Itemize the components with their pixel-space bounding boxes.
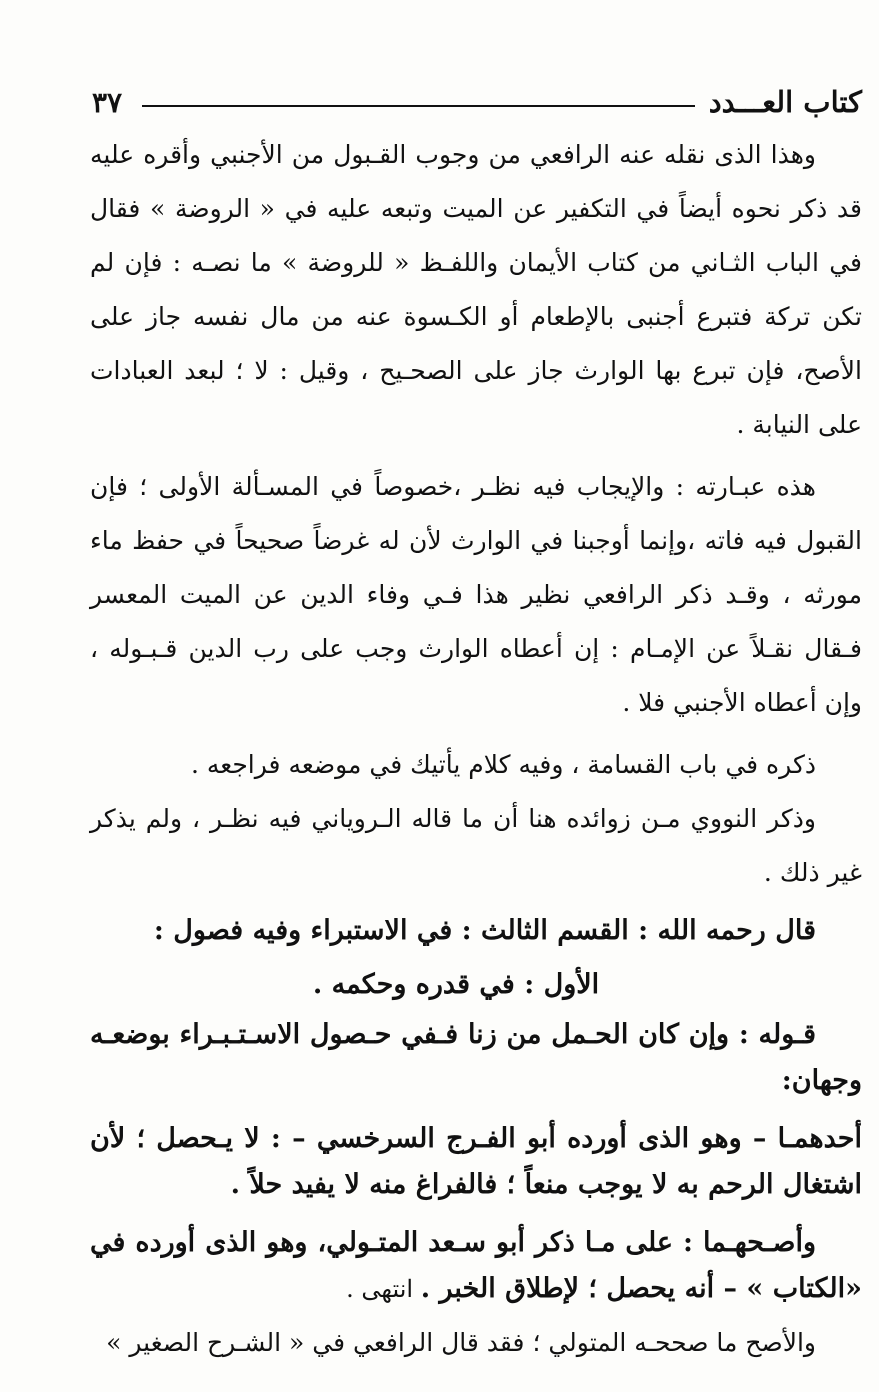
section-subheading: الأول : في قدره وحكمه . bbox=[312, 969, 600, 1000]
paragraph-4: وذكر النووي مـن زوائده هنا أن ما قاله الـروياني فيه نظـر ، ولم يذكر غير ذلك . bbox=[90, 804, 862, 887]
header-rule bbox=[142, 105, 695, 107]
paragraph-3: ذكره في باب القسامة ، وفيه كلام يأتيك في موضعه فراجعه . bbox=[191, 750, 816, 779]
running-title: كتاب العـــدد bbox=[708, 85, 862, 119]
paragraph-1: وهذا الذى نقله عنه الرافعي من وجوب القـبول من الأجنبي وأقره عليه قد ذكر نحوه أيضاً في التكفير عن الميت وتبعه عليه في « الروضة » فقال في الباب الثـاني من كتاب الأيمان واللفـظ « للروضة » ما نصـه : فإن لم تكن تركة فتبرع أجنبى بالإطعام أو الكـسوة عنه من مال نفسه جاز على الأصح، فإن تبرع بها الوارث جاز على الصحـيح ، وقيل : لا ؛ لبعد العبادات على النيابة . bbox=[90, 140, 862, 439]
page-number: ٣٧ bbox=[92, 85, 123, 119]
bold-paragraph-2: أحدهمـا – وهو الذى أورده أبو الفـرج السرخسي – : لا يـحصل ؛ لأن اشتغال الرحم به لا يوجب منعاً ؛ فالفراغ منه لا يفيد حلاً . bbox=[90, 1123, 862, 1200]
bold-paragraph-3-main: وأصـحهـما : على مـا ذكر أبو سـعد المتـولي، وهو الذى أورده في «الكتاب » – أنه يحصل ؛ لإطلاق الخبر . bbox=[90, 1227, 862, 1304]
section-heading: قال رحمه الله : القسم الثالث : في الاستبراء وفيه فصول : bbox=[153, 915, 816, 946]
paragraph-5: والأصح ما صححـه المتولي ؛ فقد قال الرافعي في « الشـرح الصغير » bbox=[106, 1328, 816, 1357]
bold-paragraph-3 bbox=[90, 1220, 862, 1312]
body-text bbox=[90, 128, 862, 1370]
page-header bbox=[92, 82, 862, 122]
bold-paragraph-1: قـوله : وإن كان الحـمل من زنا فـفي حـصول الاسـتـبـراء بوضعـه وجهان: bbox=[90, 1019, 862, 1096]
bold-paragraph-3-end: انتهى . bbox=[346, 1275, 421, 1303]
paragraph-2: هذه عبـارته : والإيجاب فيه نظـر ،خصوصاً في المسـألة الأولى ؛ فإن القبول فيه فاته ،وإنما أوجبنا في الوارث لأن له غرضاً صحيحاً في حفظ ماء مورثه ، وقـد ذكر الرافعي نظير هذا فـي وفاء الدين عن الميت المعسر فـقال نقـلاً عن الإمـام : إن أعطاه الوارث وجب على رب الدين قـبـوله ، وإن أعطاه الأجنبي فلا . bbox=[90, 472, 862, 717]
